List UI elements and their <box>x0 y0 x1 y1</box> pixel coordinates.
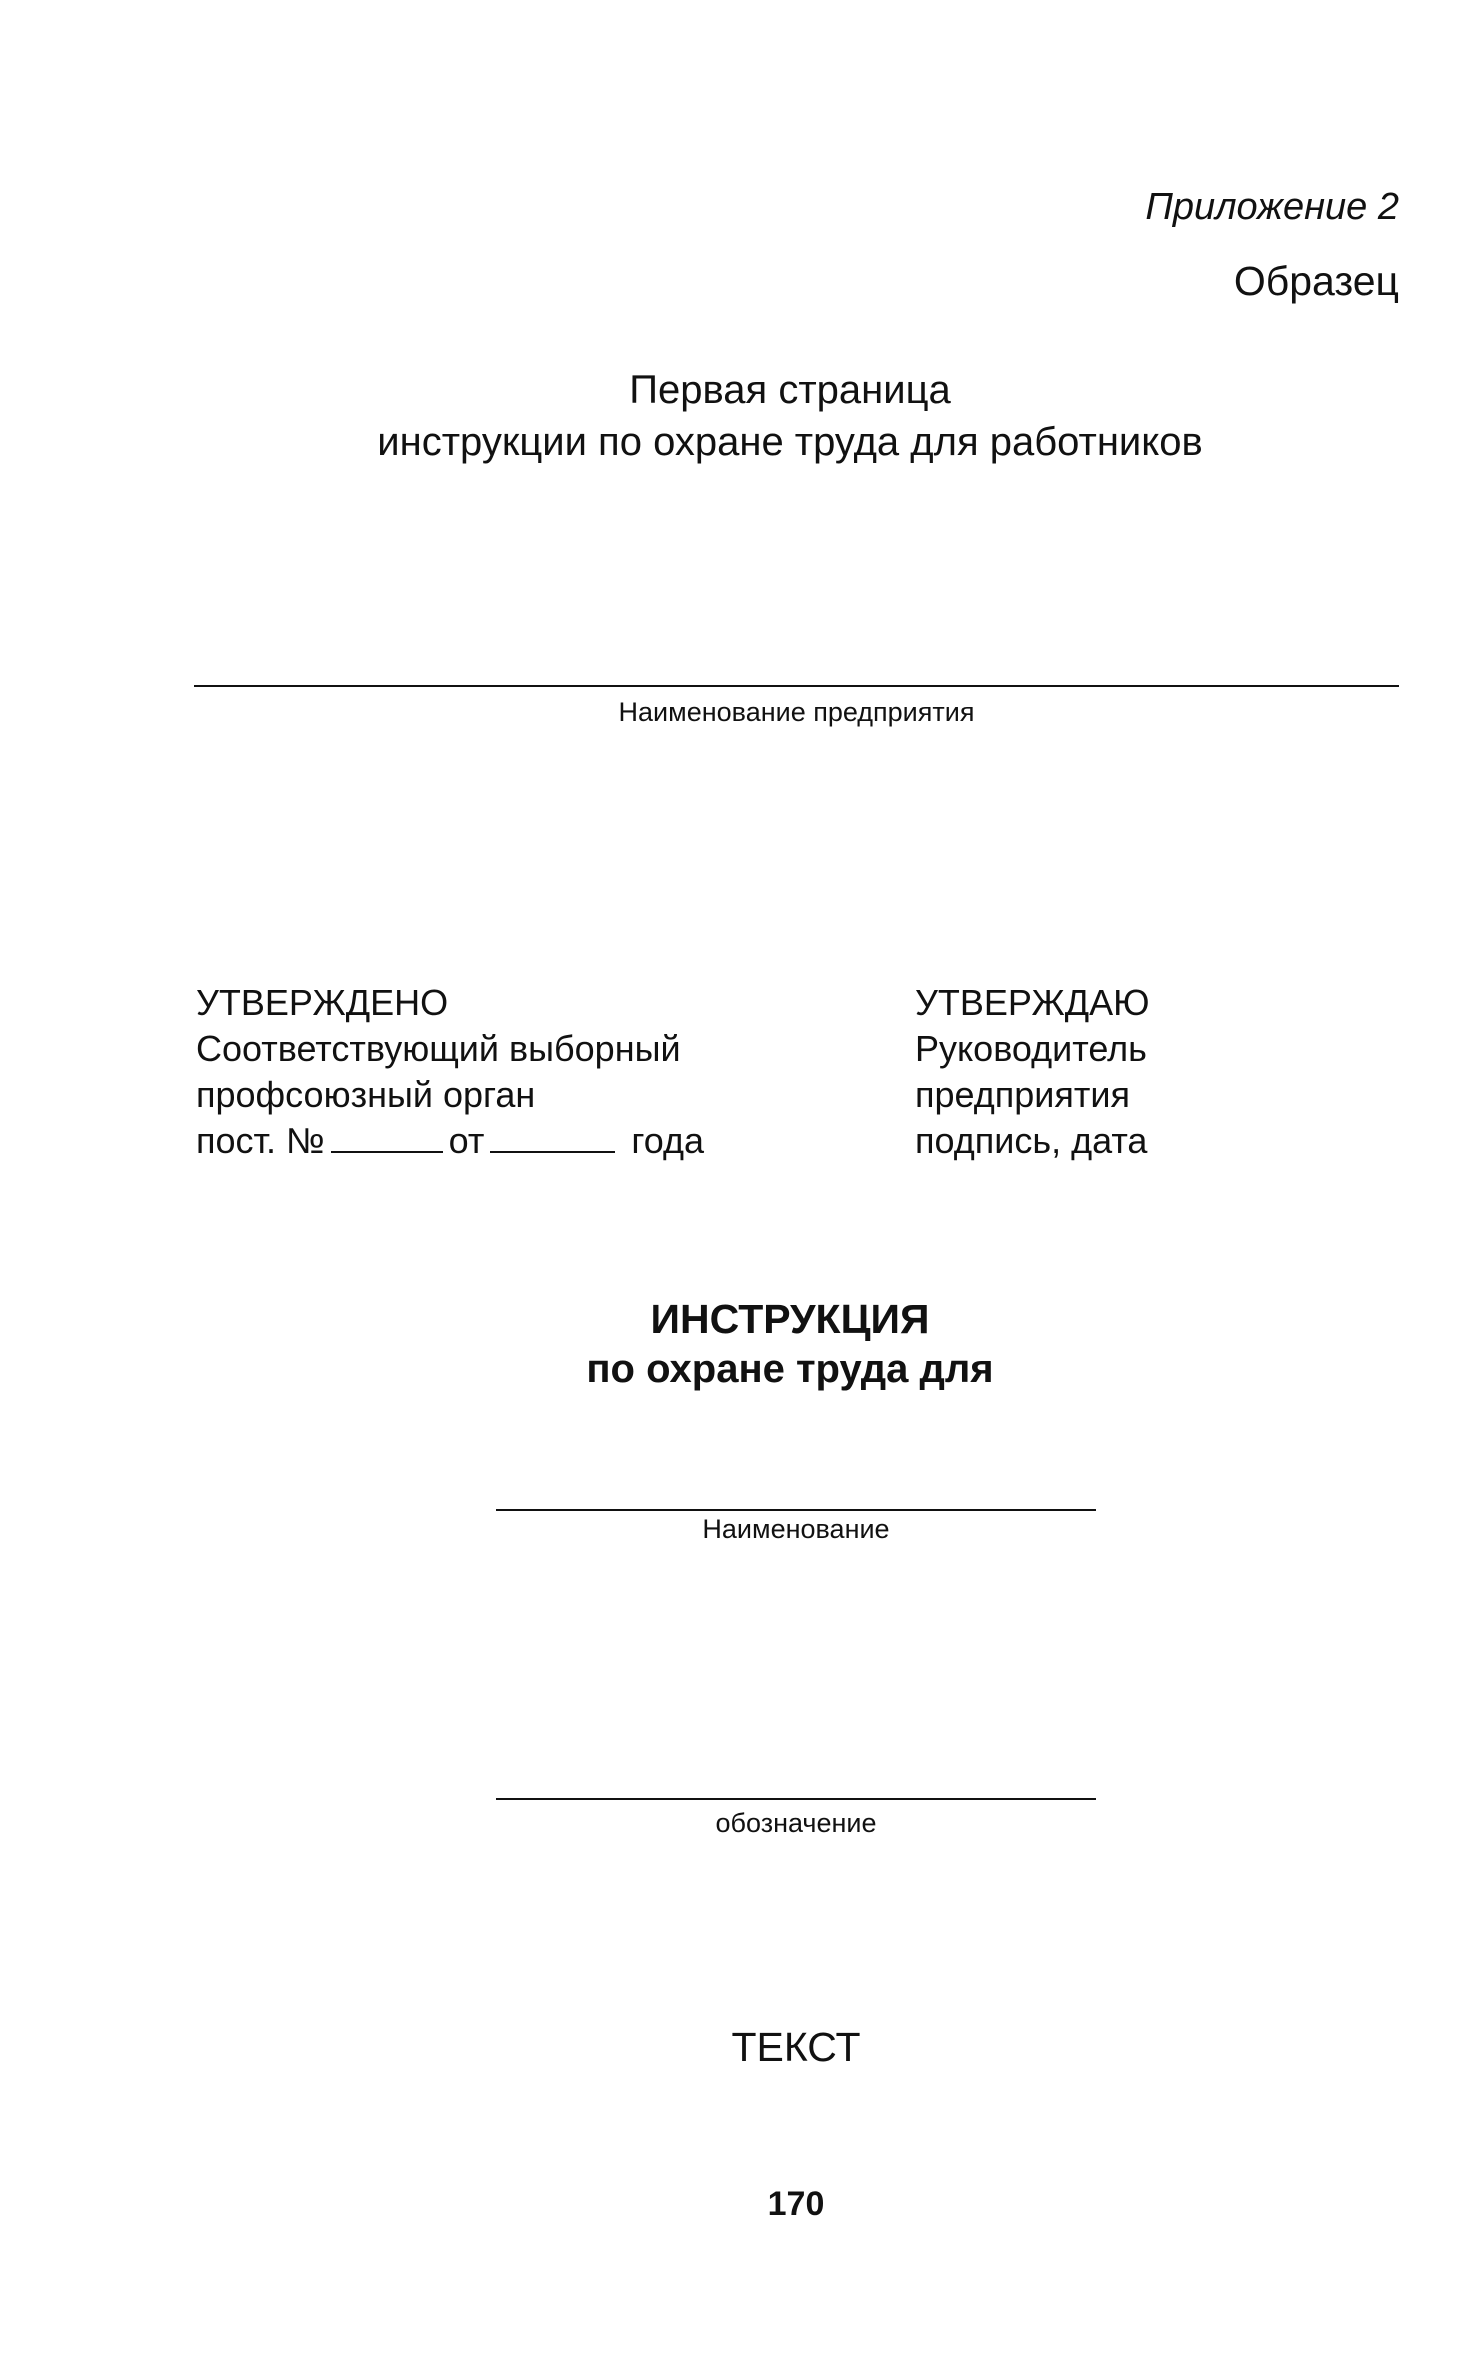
approval-union-line-3 <box>196 1118 796 1164</box>
document-title-line-2: по охране труда для <box>586 1347 994 1391</box>
page-title-line-1: Первая страница <box>629 368 951 412</box>
approval-union-block <box>196 980 796 1164</box>
resolution-date-blank <box>490 1123 615 1153</box>
instruction-name-line <box>496 1509 1096 1511</box>
approval-union-line-1: Соответствующий выборный <box>196 1028 681 1069</box>
approval-director-line-2: предприятия <box>915 1074 1130 1115</box>
resolution-number-label: пост. № <box>196 1120 325 1161</box>
document-title-line-1: ИНСТРУКЦИЯ <box>650 1296 930 1342</box>
resolution-number-blank <box>331 1123 443 1153</box>
instruction-name-caption: Наименование <box>702 1514 890 1544</box>
body-text-placeholder: ТЕКСТ <box>731 2024 861 2070</box>
approval-union-heading: УТВЕРЖДЕНО <box>196 982 449 1023</box>
page-title-line-2: инструкции по охране труда для работников <box>377 420 1203 464</box>
approval-director-line-1: Руководитель <box>915 1028 1147 1069</box>
approval-union-line-2: профсоюзный орган <box>196 1074 536 1115</box>
page-title <box>350 364 1230 468</box>
designation-caption: обозначение <box>715 1808 877 1838</box>
enterprise-name-caption: Наименование предприятия <box>618 697 975 727</box>
approval-director-line-3: подпись, дата <box>915 1120 1148 1161</box>
resolution-year-label: года <box>631 1120 704 1161</box>
page-number: 170 <box>767 2185 825 2223</box>
resolution-date-label: от <box>448 1120 485 1161</box>
document-title <box>400 1294 1180 1394</box>
sample-label: Образец <box>1233 258 1399 304</box>
approval-director-heading: УТВЕРЖДАЮ <box>915 982 1150 1023</box>
enterprise-name-line <box>194 685 1399 687</box>
designation-line <box>496 1798 1096 1800</box>
appendix-label: Приложение 2 <box>1145 186 1399 228</box>
approval-director-block <box>915 980 1315 1164</box>
